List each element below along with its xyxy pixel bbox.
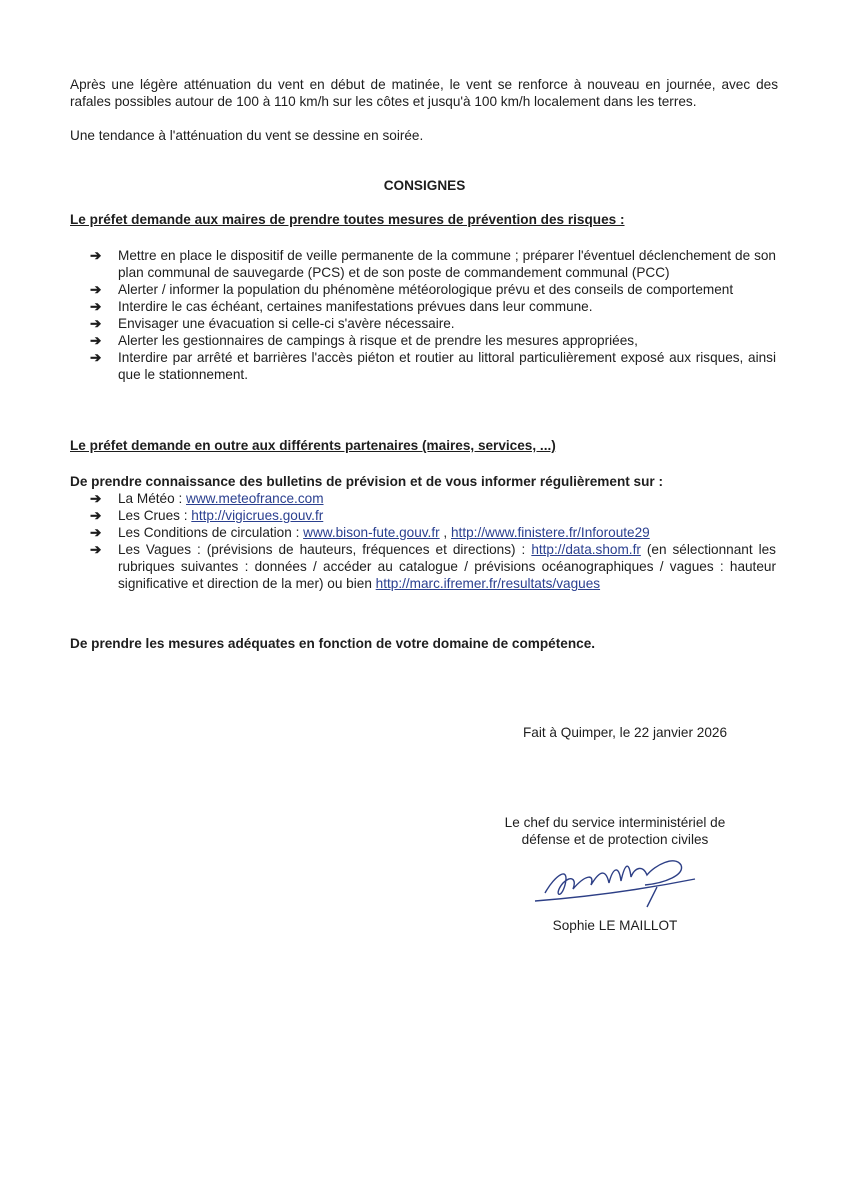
label: La Météo :: [118, 491, 187, 506]
list-item: [70, 349, 776, 383]
meteofrance-link[interactable]: www.meteofrance.com: [186, 491, 324, 506]
partenaires-intro: De prendre connaissance des bulletins de prévision et de vous informer régulièrement sur :: [70, 474, 664, 489]
list-item-crues: [70, 507, 776, 524]
list-item-vagues: [70, 541, 776, 592]
label: Les Conditions de circulation :: [118, 525, 304, 540]
signatory-role-line2: défense et de protection civiles: [521, 832, 709, 847]
arrow-icon: ➔: [90, 508, 102, 523]
list-item-meteo: [70, 490, 776, 507]
vigicrues-link[interactable]: http://vigicrues.gouv.fr: [191, 508, 324, 523]
list-item: [70, 315, 776, 332]
arrow-icon: ➔: [90, 525, 102, 540]
handwritten-signature: [525, 845, 705, 915]
list-item-circulation: [70, 524, 776, 541]
signatory-name: Sophie LE MAILLOT: [552, 918, 678, 933]
separator: ,: [439, 525, 451, 540]
shom-link[interactable]: http://data.shom.fr: [531, 542, 641, 557]
list-item-text: Mettre en place le dispositif de veille permanente de la commune ; préparer l'éventuel déclenchement de son plan communal de sauvegarde (PCS) et de son poste de commandement communal (PCC): [118, 248, 776, 280]
list-item: [70, 298, 776, 315]
arrow-icon: ➔: [90, 282, 102, 297]
place-date: Fait à Quimper, le 22 janvier 2026: [522, 725, 728, 740]
list-item-text: Alerter / informer la population du phénomène météorologique prévu et des conseils de comportement: [118, 282, 734, 297]
maires-heading: Le préfet demande aux maires de prendre toutes mesures de prévention des risques :: [70, 212, 625, 227]
list-item: [70, 332, 776, 349]
arrow-icon: ➔: [90, 542, 102, 557]
list-item: [70, 247, 776, 281]
list-item-text: Envisager une évacuation si celle-ci s'avère nécessaire.: [118, 316, 455, 331]
bison-fute-link[interactable]: www.bison-fute.gouv.fr: [303, 525, 440, 540]
arrow-icon: ➔: [90, 333, 102, 348]
intro-paragraph-1: Après une légère atténuation du vent en début de matinée, le vent se renforce à nouveau en journée, avec des rafales possibles autour de 100 à 110 km/h sur les côtes et jusqu'à 100 km/h localement dans les terres.: [70, 77, 778, 109]
inforoute29-link[interactable]: http://www.finistere.fr/Inforoute29: [451, 525, 650, 540]
list-item-text: Interdire le cas échéant, certaines manifestations prévues dans leur commune.: [118, 299, 593, 314]
label: Les Crues :: [118, 508, 192, 523]
vagues-text: (en sélectionnant les rubriques suivantes : données / accéder au catalogue / prévisions océanographiques / vagues : hauteur significative et direction de la mer) ou bien: [118, 542, 776, 591]
arrow-icon: ➔: [90, 316, 102, 331]
label: Les Vagues : (prévisions de hauteurs, fréquences et directions) :: [118, 542, 532, 557]
sources-list: [70, 490, 776, 592]
list-item-text: Alerter les gestionnaires de campings à risque et de prendre les mesures appropriées,: [118, 333, 638, 348]
ifremer-link[interactable]: http://marc.ifremer.fr/resultats/vagues: [375, 576, 601, 591]
list-item: [70, 281, 776, 298]
list-item-text: Interdire par arrêté et barrières l'accès piéton et routier au littoral particulièrement exposé aux risques, ainsi que le stationnement.: [118, 350, 776, 382]
arrow-icon: ➔: [90, 299, 102, 314]
signatory-role-line1: Le chef du service interministériel de: [504, 815, 726, 830]
partenaires-heading: Le préfet demande en outre aux différents partenaires (maires, services, ...): [70, 438, 556, 453]
closing-instruction: De prendre les mesures adéquates en fonction de votre domaine de compétence.: [70, 636, 596, 651]
intro-paragraph-2: Une tendance à l'atténuation du vent se dessine en soirée.: [70, 128, 424, 143]
arrow-icon: ➔: [90, 350, 102, 365]
maires-list: [70, 247, 776, 383]
arrow-icon: ➔: [90, 248, 102, 263]
section-title-consignes: CONSIGNES: [383, 178, 466, 193]
arrow-icon: ➔: [90, 491, 102, 506]
